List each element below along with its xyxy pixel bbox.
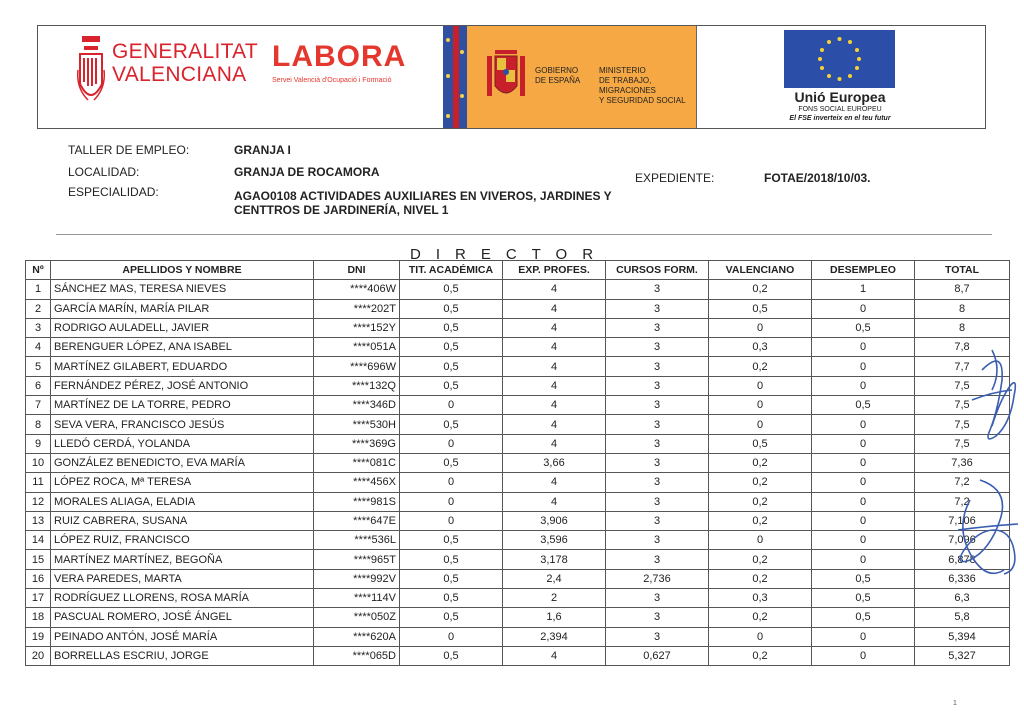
table-cell: 3,66 [503,453,606,472]
gobierno-line1: GOBIERNO [535,66,579,75]
table-cell: MARTÍNEZ GILABERT, EDUARDO [51,357,314,376]
table-cell: ****536L [314,531,400,550]
table-cell: 0,5 [400,338,503,357]
table-cell: PEINADO ANTÓN, JOSÉ MARÍA [51,627,314,646]
table-cell: 0,5 [709,434,812,453]
table-cell: 0 [812,646,915,665]
ministerio-line1: MINISTERIO [599,66,646,75]
eu-logo-block [696,26,986,128]
table-cell: 0 [709,396,812,415]
table-cell: 0 [812,415,915,434]
table-cell: ****369G [314,434,400,453]
table-row [26,299,1010,318]
table-cell: 0,5 [400,280,503,299]
table-cell: 2,736 [606,569,709,588]
table-cell: 2 [503,589,606,608]
table-cell: 0 [400,473,503,492]
taller-value: GRANJA I [234,143,291,157]
table-cell: 4 [503,415,606,434]
table-cell: 3,596 [503,531,606,550]
table-cell: 3 [606,280,709,299]
table-cell: 8 [26,415,51,434]
table-cell: 0 [400,396,503,415]
ministerio-line2: DE TRABAJO, MIGRACIONES [599,76,656,95]
column-header: DNI [314,261,400,280]
generalitat-logo-block [38,26,444,128]
table-cell: 0 [812,299,915,318]
table-cell: 4 [503,376,606,395]
table-cell: 0,2 [709,511,812,530]
header-banner [37,25,986,129]
table-cell: 3 [606,338,709,357]
table-cell: 18 [26,608,51,627]
expediente-label: EXPEDIENTE: [635,171,715,185]
eu-motto: El FSE inverteix en el teu futur [789,115,891,122]
table-cell: 7,7 [915,357,1010,376]
table-cell: 3 [606,299,709,318]
table-cell: 4 [503,280,606,299]
table-cell: 0,3 [709,589,812,608]
table-cell: 0,5 [400,453,503,472]
table-row [26,357,1010,376]
table-row [26,338,1010,357]
table-cell: 3 [606,608,709,627]
table-cell: ****965T [314,550,400,569]
table-cell: 1 [812,280,915,299]
table-cell: 3 [606,434,709,453]
table-cell: 0,5 [812,396,915,415]
table-cell: ****346D [314,396,400,415]
table-cell: 0 [812,627,915,646]
table-cell: 3 [606,473,709,492]
signature-bottom [950,470,1024,590]
table-cell: 0 [812,511,915,530]
page-number: 1 [953,700,957,707]
table-cell: ****050Z [314,608,400,627]
table-cell: 4 [503,646,606,665]
table-cell: 6,878 [915,550,1010,569]
section-title: DIRECTOR [410,246,609,263]
table-cell: 7,8 [915,338,1010,357]
gva-line2: VALENCIANA [112,63,247,86]
candidates-table [25,260,1010,666]
table-cell: RODRIGO AULADELL, JAVIER [51,318,314,337]
table-cell: 4 [503,492,606,511]
table-cell: 0 [812,453,915,472]
table-cell: 3 [606,550,709,569]
table-row [26,646,1010,665]
table-cell: 0 [400,434,503,453]
table-cell: ****202T [314,299,400,318]
table-cell: ****981S [314,492,400,511]
column-header: CURSOS FORM. [606,261,709,280]
table-cell: GONZÁLEZ BENEDICTO, EVA MARÍA [51,453,314,472]
table-cell: ****152Y [314,318,400,337]
table-cell: ****065D [314,646,400,665]
table-cell: SÁNCHEZ MAS, TERESA NIEVES [51,280,314,299]
table-cell: 0,5 [400,589,503,608]
table-cell: ****620A [314,627,400,646]
table-header-row [26,261,1010,280]
table-cell: 3 [606,627,709,646]
table-cell: 0,2 [709,453,812,472]
table-row [26,434,1010,453]
eu-flag-icon [784,30,895,88]
table-cell: 0 [709,627,812,646]
column-header: VALENCIANO [709,261,812,280]
table-cell: ****456X [314,473,400,492]
table-cell: 0 [709,318,812,337]
table-cell: 4 [503,396,606,415]
ministerio-text [599,66,696,106]
table-cell: ****132Q [314,376,400,395]
table-cell: 13 [26,511,51,530]
table-cell: 0 [812,357,915,376]
table-cell: 0 [812,492,915,511]
table-cell: MORALES ALIAGA, ELADIA [51,492,314,511]
table-cell: 2,394 [503,627,606,646]
table-cell: 0,2 [709,492,812,511]
table-cell: 7,096 [915,531,1010,550]
table-cell: 0 [812,434,915,453]
column-header: TOTAL [915,261,1010,280]
table-cell: 0 [812,473,915,492]
table-cell: 8 [915,299,1010,318]
table-cell: 10 [26,453,51,472]
eu-title: Unió Europea [794,89,886,105]
table-cell: 8,7 [915,280,1010,299]
spain-coat-of-arms-icon [483,42,529,108]
table-cell: LÓPEZ RUIZ, FRANCISCO [51,531,314,550]
table-cell: 3 [606,492,709,511]
table-cell: 0,5 [400,569,503,588]
table-cell: ****114V [314,589,400,608]
table-cell: 15 [26,550,51,569]
table-cell: 3 [606,453,709,472]
generalitat-name [112,40,258,86]
table-cell: 11 [26,473,51,492]
table-cell: 0,627 [606,646,709,665]
table-cell: 5,394 [915,627,1010,646]
table-cell: 12 [26,492,51,511]
table-cell: 3,178 [503,550,606,569]
especialidad-line1: AGAO0108 ACTIVIDADES AUXILIARES EN VIVEROS, JARDINES Y [234,189,612,203]
table-row [26,569,1010,588]
table-row [26,453,1010,472]
localidad-value: GRANJA DE ROCAMORA [234,165,380,179]
table-cell: 0 [812,338,915,357]
table-cell: 14 [26,531,51,550]
table-cell: 0,5 [812,569,915,588]
labora-logo: LABORA [272,40,407,73]
table-row [26,627,1010,646]
table-cell: FERNÁNDEZ PÉREZ, JOSÉ ANTONIO [51,376,314,395]
column-header: DESEMPLEO [812,261,915,280]
table-cell: 0 [812,531,915,550]
table-cell: 0,5 [812,318,915,337]
table-cell: 0,2 [709,473,812,492]
table-cell: 4 [503,357,606,376]
table-cell: 7,2 [915,492,1010,511]
table-cell: 1,6 [503,608,606,627]
table-cell: 20 [26,646,51,665]
table-cell: 0,5 [812,608,915,627]
table-cell: 5 [26,357,51,376]
table-cell: 7,2 [915,473,1010,492]
table-cell: 7,5 [915,415,1010,434]
table-cell: 0,5 [400,318,503,337]
eu-subtitle: FONS SOCIAL EUROPEU [798,106,882,113]
table-cell: 0,5 [400,415,503,434]
table-cell: 0,5 [400,531,503,550]
table-cell: 1 [26,280,51,299]
table-cell: 0,2 [709,608,812,627]
table-cell: VERA PAREDES, MARTA [51,569,314,588]
table-cell: ****647E [314,511,400,530]
table-cell: RUIZ CABRERA, SUSANA [51,511,314,530]
table-cell: 0,2 [709,646,812,665]
table-cell: 9 [26,434,51,453]
table-row [26,376,1010,395]
table-cell: 3 [606,415,709,434]
table-row [26,511,1010,530]
table-cell: 0,5 [709,299,812,318]
table-cell: 6 [26,376,51,395]
table-row [26,531,1010,550]
table-cell: ****696W [314,357,400,376]
table-row [26,608,1010,627]
table-cell: SEVA VERA, FRANCISCO JESÚS [51,415,314,434]
table-cell: 0,2 [709,569,812,588]
table-cell: 8 [915,318,1010,337]
table-cell: 6,3 [915,589,1010,608]
table-cell: 3 [606,376,709,395]
table-cell: LLEDÓ CERDÁ, YOLANDA [51,434,314,453]
table-cell: ****081C [314,453,400,472]
table-cell: 3 [26,318,51,337]
table-cell: 3 [606,511,709,530]
table-row [26,415,1010,434]
table-cell: 3 [606,318,709,337]
especialidad-line2: CENTTROS DE JARDINERÍA, NIVEL 1 [234,203,449,217]
table-cell: 5,327 [915,646,1010,665]
table-row [26,589,1010,608]
table-cell: 0 [400,627,503,646]
table-cell: 0,2 [709,357,812,376]
signature-top [962,340,1024,450]
gobierno-line2: DE ESPAÑA [535,76,581,85]
table-cell: 0,2 [709,550,812,569]
table-cell: 0 [400,492,503,511]
table-cell: 4 [503,473,606,492]
gva-line1: GENERALITAT [112,40,259,63]
table-cell: 5,8 [915,608,1010,627]
column-header: TIT. ACADÉMICA [400,261,503,280]
table-cell: 0,5 [812,589,915,608]
table-cell: 0,3 [709,338,812,357]
table-cell: 2 [26,299,51,318]
table-cell: 16 [26,569,51,588]
table-cell: MARTÍNEZ DE LA TORRE, PEDRO [51,396,314,415]
table-cell: BORRELLAS ESCRIU, JORGE [51,646,314,665]
table-cell: 0,5 [400,357,503,376]
table-cell: 0,2 [709,280,812,299]
gobierno-logo-block [443,26,697,128]
table-cell: 7 [26,396,51,415]
column-header: EXP. PROFES. [503,261,606,280]
table-cell: RODRÍGUEZ LLORENS, ROSA MARÍA [51,589,314,608]
table-cell: 0 [400,511,503,530]
table-cell: 4 [503,338,606,357]
table-cell: 0,5 [400,376,503,395]
table-cell: 0,5 [400,646,503,665]
spain-stripe-icon [443,26,467,128]
table-cell: 3,906 [503,511,606,530]
table-cell: 19 [26,627,51,646]
table-cell: ****406W [314,280,400,299]
table-cell: MARTÍNEZ MARTÍNEZ, BEGOÑA [51,550,314,569]
table-cell: BERENGUER LÓPEZ, ANA ISABEL [51,338,314,357]
taller-label: TALLER DE EMPLEO: [68,143,190,157]
table-cell: 0 [709,415,812,434]
ministerio-line3: Y SEGURIDAD SOCIAL [599,96,686,105]
table-cell: 2,4 [503,569,606,588]
table-cell: 3 [606,396,709,415]
table-row [26,473,1010,492]
table-cell: 7,106 [915,511,1010,530]
especialidad-label: ESPECIALIDAD: [68,185,159,199]
table-cell: 0,5 [400,550,503,569]
table-cell: ****530H [314,415,400,434]
table-cell: 7,5 [915,396,1010,415]
table-cell: 6,336 [915,569,1010,588]
table-cell: 7,36 [915,453,1010,472]
table-cell: 17 [26,589,51,608]
table-row [26,492,1010,511]
table-cell: 3 [606,589,709,608]
table-cell: 0,5 [400,299,503,318]
table-cell: 0 [812,376,915,395]
table-cell: 0,5 [400,608,503,627]
table-cell: 3 [606,531,709,550]
table-cell: 0 [709,376,812,395]
table-cell: GARCÍA MARÍN, MARÍA PILAR [51,299,314,318]
table-row [26,550,1010,569]
expediente-value: FOTAE/2018/10/03. [764,171,871,185]
table-cell: 3 [606,357,709,376]
generalitat-shield-icon [76,30,106,110]
table-cell: 4 [503,299,606,318]
table-body [26,280,1010,666]
table-cell: 7,5 [915,376,1010,395]
table-cell: LÓPEZ ROCA, Mª TERESA [51,473,314,492]
column-header: APELLIDOS Y NOMBRE [51,261,314,280]
table-cell: 0 [709,531,812,550]
table-cell: 0 [812,550,915,569]
table-cell: ****992V [314,569,400,588]
column-header: Nº [26,261,51,280]
table-cell: 4 [503,318,606,337]
table-cell: 7,5 [915,434,1010,453]
gobierno-text [535,66,580,86]
labora-subtitle: Servei Valencià d'Ocupació i Formació [272,77,392,84]
table-cell: ****051A [314,338,400,357]
separator-line [56,234,992,235]
table-row [26,280,1010,299]
table-row [26,396,1010,415]
table-row [26,318,1010,337]
localidad-label: LOCALIDAD: [68,165,140,179]
table-cell: PASCUAL ROMERO, JOSÉ ÁNGEL [51,608,314,627]
table-cell: 4 [26,338,51,357]
table-cell: 4 [503,434,606,453]
